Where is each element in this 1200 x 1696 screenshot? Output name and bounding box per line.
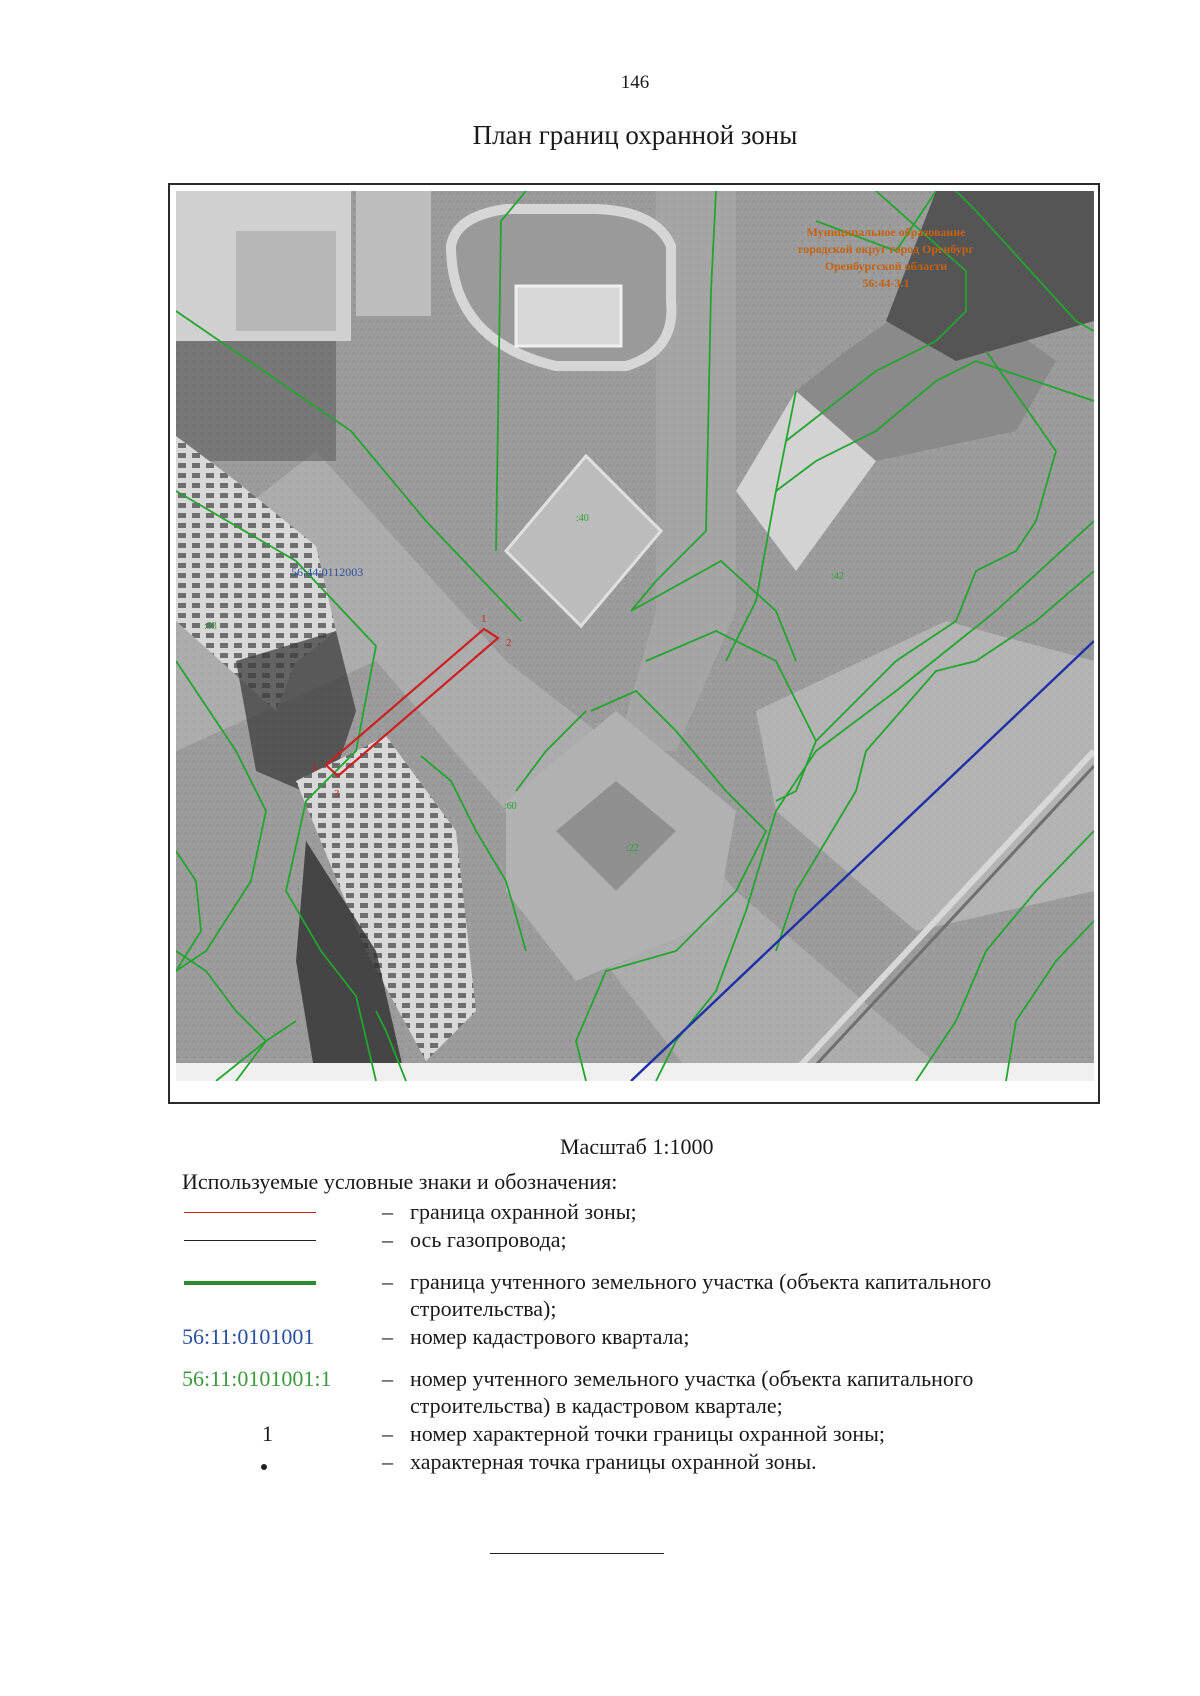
green-line-symbol bbox=[184, 1281, 316, 1285]
point-label-2: 2 bbox=[506, 637, 512, 649]
municipality-line-2: городской округ город Оренбург bbox=[798, 242, 974, 256]
legend-text: граница учтенного земельного участка (объекта капитального строительства); bbox=[410, 1269, 992, 1321]
legend-symbol: 56:11:0101001 bbox=[182, 1324, 315, 1349]
legend-dash: – bbox=[382, 1421, 393, 1446]
legend-text: номер кадастрового квартала; bbox=[410, 1324, 690, 1349]
legend-dash: – bbox=[382, 1269, 393, 1294]
black-line-symbol bbox=[184, 1240, 316, 1241]
dot-symbol bbox=[261, 1464, 267, 1470]
legend-text: номер учтенного земельного участка (объекта капитального строительства) в кадастровом квартале; bbox=[410, 1366, 974, 1418]
legend-dash: – bbox=[382, 1199, 393, 1224]
municipality-line-4: 56:44-3.1 bbox=[862, 276, 910, 290]
map-scale: Масштаб 1:1000 bbox=[560, 1134, 714, 1159]
legend-text: номер характерной точки границы охранной зоны; bbox=[410, 1421, 886, 1446]
map-frame bbox=[168, 183, 1100, 1104]
aerial-map bbox=[176, 191, 1094, 1081]
parcel-label: :53 bbox=[204, 621, 217, 632]
legend-text: характерная точка границы охранной зоны. bbox=[410, 1449, 817, 1474]
municipality-line-3: Оренбургской области bbox=[824, 259, 948, 273]
parcel-label: :60 bbox=[504, 801, 517, 812]
legend-title: Используемые условные знаки и обозначения: bbox=[182, 1169, 618, 1194]
point-label-1: 1 bbox=[481, 613, 487, 625]
legend-dash: – bbox=[382, 1449, 393, 1474]
red-line-symbol bbox=[184, 1212, 316, 1213]
parcel-label: :22 bbox=[626, 843, 639, 854]
parcel-label: :42 bbox=[831, 571, 844, 582]
parcel-label: :40 bbox=[576, 513, 589, 524]
legend-dash: – bbox=[382, 1366, 393, 1391]
legend-text: ось газопровода; bbox=[410, 1227, 567, 1252]
cadastral-quarter-label: 56:44:0112003 bbox=[291, 565, 364, 579]
building bbox=[356, 191, 431, 316]
point-label-4: 4 bbox=[312, 762, 318, 774]
stadium-field bbox=[516, 286, 621, 346]
legend-symbol: 56:11:0101001:1 bbox=[182, 1366, 332, 1391]
legend-dash: – bbox=[382, 1227, 393, 1252]
legend-symbol: 1 bbox=[262, 1421, 273, 1446]
municipality-line-1: Муниципальное образование bbox=[806, 225, 966, 239]
legend-text: граница охранной зоны; bbox=[410, 1199, 637, 1224]
page-title: План границ охранной зоны bbox=[472, 120, 798, 150]
building bbox=[236, 231, 336, 331]
footer-line bbox=[490, 1553, 664, 1554]
point-label-3: 3 bbox=[334, 788, 340, 800]
page-number: 146 bbox=[620, 72, 650, 93]
building-shadow bbox=[176, 341, 336, 461]
legend-dash: – bbox=[382, 1324, 393, 1349]
